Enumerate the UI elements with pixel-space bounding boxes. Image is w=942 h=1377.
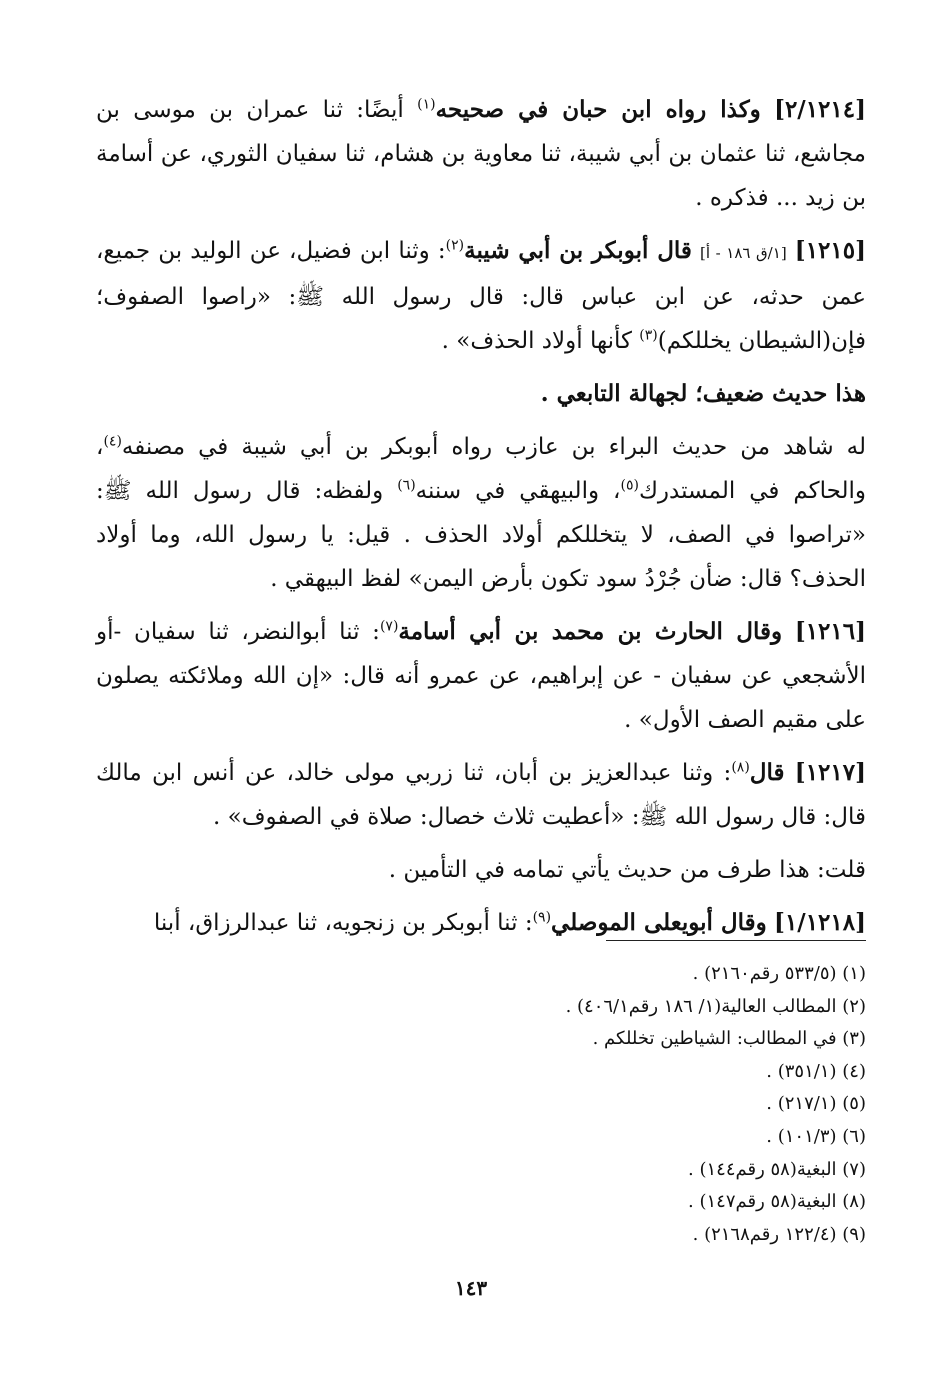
hadith-lead: قال bbox=[749, 759, 785, 786]
hadith-ref: [١٢١٧] bbox=[794, 759, 866, 786]
hadith-lead: وقال الحارث بن محمد بن أبي أسامة bbox=[398, 618, 783, 645]
footnote-marker: (٥) bbox=[620, 477, 639, 494]
witness-text: ، والحاكم في المستدرك bbox=[96, 434, 866, 504]
footnote-item: (١) (٥٣٣/٥ رقم٢١٦٠) . bbox=[692, 963, 866, 984]
footnote-item: (٢) المطالب العالية(١/ ١٨٦ رقم٤٠٦/١) . bbox=[565, 995, 866, 1017]
hadith-1216 bbox=[96, 610, 866, 742]
footnotes bbox=[96, 958, 866, 1251]
hadith-text: : وثنا عبدالعزيز بن أبان، ثنا زربي مولى خالد، عن أنس ابن مالك قال: قال رسول الله ﷺ: «أعطيت ثلاث خصال: صلاة في الصفوف» . bbox=[96, 760, 866, 830]
hadith-ref: [١/١٢١٨] bbox=[774, 909, 866, 936]
page-number: ١٤٣ bbox=[454, 1276, 488, 1300]
hadith-1214 bbox=[96, 88, 866, 220]
hadith-ref: [١٢١٦] bbox=[794, 618, 867, 645]
footnote-item: (٩) (١٢٢/٤ رقم٢١٦٨) . bbox=[692, 1223, 866, 1245]
witness-text: له شاهد من حديث البراء بن عازب رواه أبوبكر بن أبي شيبة في مصنفه bbox=[121, 434, 866, 460]
footnote-marker: (٩) bbox=[532, 909, 552, 926]
hadith-lead: وكذا رواه ابن حبان في صحيحه bbox=[435, 96, 761, 123]
hadith-lead: وقال أبويعلى الموصلي bbox=[551, 909, 767, 936]
hadith-text: أيضًا: ثنا عمران بن موسى بن مجاشع، ثنا عثمان بن أبي شيبة، ثنا معاوية بن هشام، ثنا سفيان الثوري، عن أسامة بن زيد ... فذكره . bbox=[96, 97, 866, 211]
hadith-ref: [٢/١٢١٤] bbox=[774, 96, 867, 123]
witness-text: ولفظه: قال رسول الله ﷺ: «تراصوا في الصف، لا يتخللكم أولاد الحذف . قيل: يا رسول الله، وما أولاد الحذف؟ قال: ضأن جُرْدُ سود تكون بأرض اليمن» لفظ البيهقي . bbox=[96, 478, 866, 592]
footnote-marker: (٧) bbox=[379, 618, 399, 635]
page-body bbox=[96, 88, 866, 954]
footnote-item: (٤) (٣٥١/١) . bbox=[766, 1060, 866, 1082]
footnote-marker: (٢) bbox=[445, 237, 465, 254]
footnote-marker: (٤) bbox=[103, 433, 122, 450]
footnote-item: (٧) البغية(٥٨ رقم١٤٤) . bbox=[688, 1158, 866, 1180]
hadith-1218 bbox=[96, 901, 866, 945]
hadith-text: : ثنا أبوبكر بن زنجويه، ثنا عبدالرزاق، أبنا bbox=[153, 910, 533, 936]
hadith-text-end: كأنها أولاد الحذف» . bbox=[441, 328, 632, 354]
grading-statement: هذا حديث ضعيف؛ لجهالة التابعي . bbox=[540, 380, 866, 407]
editor-note: قلت: هذا طرف من حديث يأتي تمامه في التأمين . bbox=[388, 857, 866, 883]
hadith-1217 bbox=[96, 751, 866, 839]
footnote-item: (٦) (١٠١/٣) . bbox=[766, 1125, 866, 1147]
footnote-divider bbox=[606, 940, 866, 941]
hadith-text: : وثنا ابن فضيل، عن الوليد بن جميع، عمن حدثه، عن ابن عباس قال: قال رسول الله ﷺ: «راصوا الصفوف؛ فإن(الشيطان يخللكم) bbox=[96, 238, 866, 354]
footnote-item: (٣) في المطالب: الشياطين تخللكم . bbox=[592, 1028, 866, 1050]
hadith-1215 bbox=[96, 229, 866, 363]
footnote-marker: (٨) bbox=[731, 759, 750, 776]
witness-text: ، والبيهقي في سننه bbox=[415, 478, 621, 504]
hadith-ref: [١٢١٥] bbox=[794, 237, 866, 264]
footnote-marker: (٦) bbox=[397, 477, 416, 494]
hadith-lead: قال أبوبكر بن أبي شيبة bbox=[464, 237, 692, 264]
footnote-marker: (١) bbox=[417, 96, 436, 113]
hadith-text: : ثنا أبوالنضر، ثنا سفيان -أو الأشجعي عن سفيان - عن إبراهيم، عن عمرو أنه قال: «إن الله وملائكته يصلون على مقيم الصف الأول» . bbox=[96, 619, 866, 733]
folio-ref: [١/ق ١٨٦ - أ] bbox=[700, 244, 787, 262]
footnote-item: (٨) البغية(٥٨ رقم١٤٧) . bbox=[688, 1191, 866, 1213]
footnote-item: (٥) (٢١٧/١) . bbox=[766, 1093, 866, 1115]
witness-paragraph bbox=[96, 425, 866, 601]
footnote-marker: (٣) bbox=[639, 327, 658, 344]
